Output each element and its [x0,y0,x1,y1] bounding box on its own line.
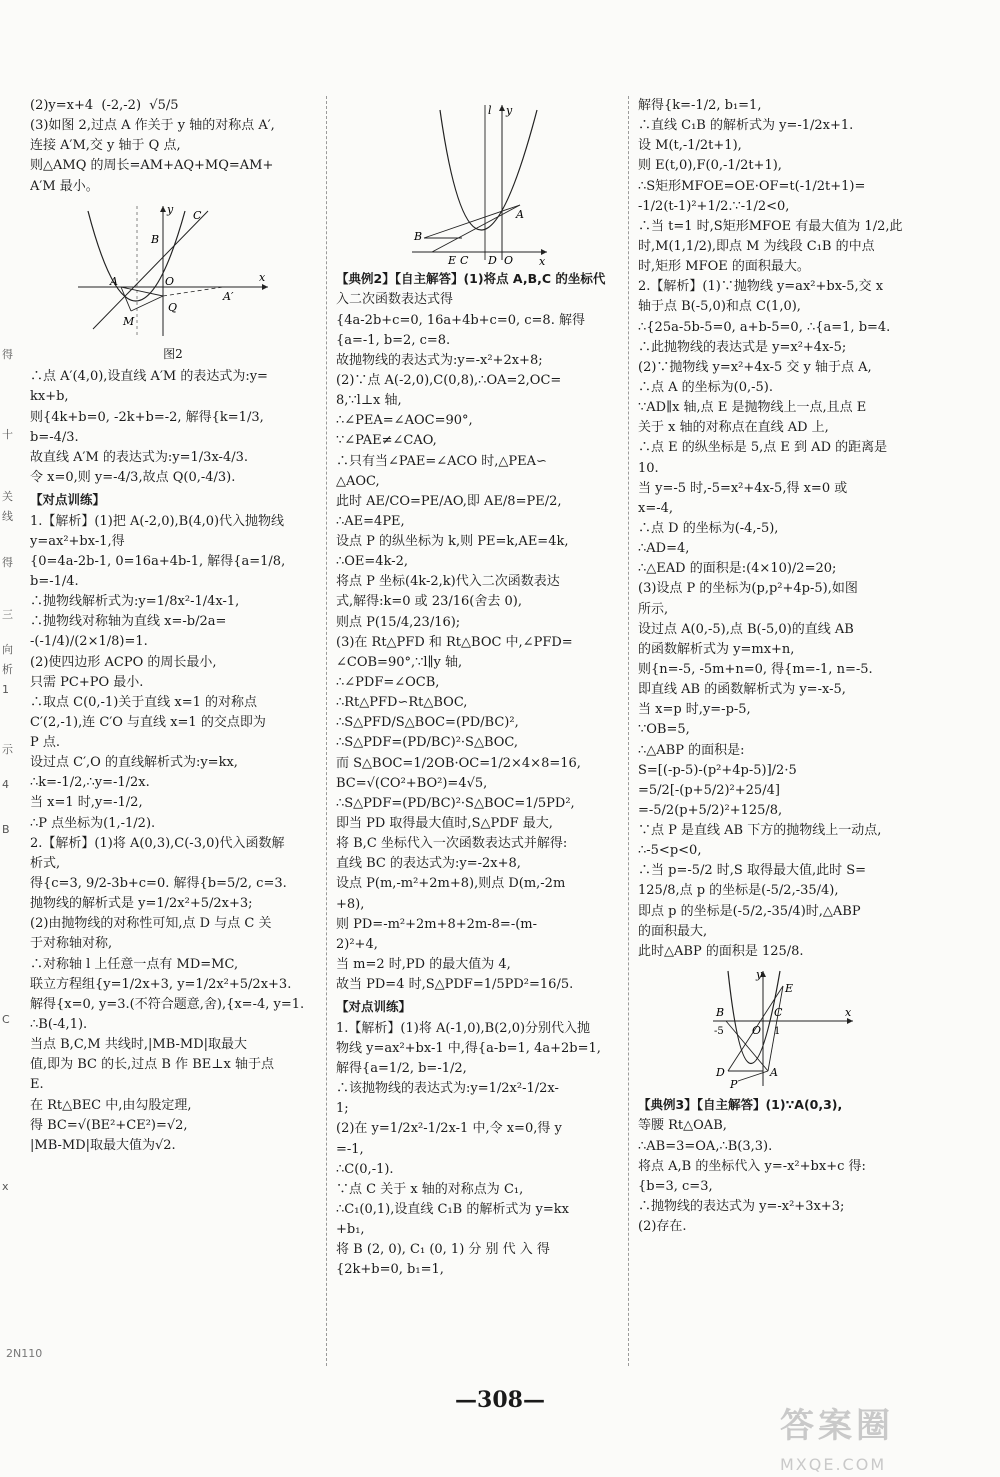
text-line: ∴B(-4,1). [30,1017,88,1033]
text-line: ∴P 点坐标为(1,-1/2). [30,815,156,831]
point-label-c: C [774,1006,783,1020]
text-line: =-5/2(p+5/2)²+125/8, [638,802,783,818]
text-line: 在 Rt△BEC 中,由勾股定理, [30,1097,192,1113]
axis-label-y: y [756,968,763,982]
text-line: ∴点 A′(4,0),设直线 A′M 的表达式为:y= [30,369,268,385]
point-label-o: O [752,1024,762,1038]
section-heading: 【对点训练】 [336,999,412,1015]
margin-mark: 得 [2,348,13,361]
text-line: (3)在 Rt△PFD 和 Rt△BOC 中,∠PFD= [336,634,573,650]
text-line: 抛物线的解析式是 y=1/2x²+5/2x+3; [30,896,253,912]
text-line: ∵点 C 关于 x 轴的对称点为 C₁, [336,1181,524,1197]
column-3 [638,96,928,1361]
text-line: ∴直线 C₁B 的解析式为 y=-1/2x+1. [638,118,854,134]
text-line: (2)y=x+4 (-2,-2) √5/5 [30,98,179,113]
text-line: ∵点 P 是直线 AB 下方的抛物线上一动点, [638,823,882,839]
text-line: 当 x=1 时,y=-1/2, [30,795,143,811]
text-line: 设过点 C′,O 的直线解析式为:y=kx, [30,755,238,771]
tick-label-1: 1 [774,1026,781,1038]
axis-label-y: y [167,202,174,216]
text-line: 则{n=-5, -5m+n=0, 得{m=-1, n=-5. [638,661,873,677]
margin-mark: 关 [2,490,13,503]
section-heading: 【典例2】【自主解答】(1)将点 A,B,C 的坐标代 [336,271,606,286]
text-line: 1.【解析】(1)将 A(-1,0),B(2,0)分别代入抛 [336,1020,591,1036]
column-1 [30,96,316,1361]
text-line: 式,解得:k=0 或 23/16(舍去 0), [336,594,522,610]
text-line: {b=3, c=3, [638,1178,713,1194]
text-line: ∴该抛物线的表达式为:y=1/2x²-1/2x- [336,1081,559,1097]
text-line: ∴点 E 的纵坐标是 5,点 E 到 AD 的距离是 [638,440,888,456]
text-line: 连接 A′M,交 y 轴于 Q 点, [30,138,181,154]
text-line: ∴抛物线的表达式为 y=-x²+3x+3; [638,1198,845,1214]
text-line: 析式, [30,855,61,871]
text-line: 而 S△BOC=1/2OB·OC=1/2×4×8=16, [336,755,581,771]
text-line: 解得{k=-1/2, b₁=1, [638,98,762,113]
text-line: ∴当 t=1 时,S矩形MFOE 有最大值为 1/2,此 [638,218,903,234]
text-line: +b₁, [336,1222,365,1238]
text-line: ∴△ABP 的面积是: [638,742,745,758]
text-line: ∴取点 C(0,-1)关于直线 x=1 的对称点 [30,694,258,710]
text-line: ∴AD=4, [638,541,690,557]
text-line: ∴k=-1/2,∴y=-1/2x. [30,775,150,791]
text-line: 时,矩形 MFOE 的面积最大。 [638,259,810,275]
text-line: 所示, [638,601,669,617]
text-line: ∵∠PAE≠∠CAO, [336,433,437,449]
point-label-a: A [770,1066,778,1080]
text-line: 2.【解析】(1)将 A(0,3),C(-3,0)代入函数解 [30,835,285,851]
text-line: ∴∠PDF=∠OCB, [336,675,440,691]
column-divider [628,96,629,1366]
text-line: 时,M(1,1/2),即点 M 为线段 C₁B 的中点 [638,238,875,254]
watermark-url: MXQE.COM [780,1454,887,1474]
text-line: ∴-5<p<0, [638,843,702,859]
text-line: ∴OE=4k-2, [336,554,409,570]
text-line: ∴S△PDF=(PD/BC)²·S△BOC=1/5PD², [336,795,575,811]
text-line: ∴对称轴 l 上任意一点有 MD=MC, [30,956,239,972]
margin-mark: 线 [2,510,13,523]
point-label-d: D [488,254,497,265]
margin-mark: 三 [2,608,13,621]
point-label-c: C [460,254,469,265]
text-line: 此时△ABP 的面积是 125/8. [638,943,804,959]
axis-label-x: x [259,270,266,284]
text-line: 得 BC=√(BE²+CE²)=√2, [30,1117,188,1133]
text-line: 将 B,C 坐标代入一次函数表达式并解得: [336,836,568,852]
text-line: 故当 PD=4 时,S△PDF=1/5PD²=16/5. [336,977,574,993]
text-line: |MB-MD|取最大值为√2. [30,1137,176,1153]
text-line: 联立方程组{y=1/2x+3, y=1/2x²+5/2x+3. [30,976,292,992]
text-line: 解得{x=0, y=3.(不符合题意,舍),{x=-4, y=1. [30,996,305,1012]
figure-caption: 图2 [163,346,183,361]
text-line: ∴Rt△PFD∽Rt△BOC, [336,695,468,711]
point-label-q: Q [168,300,178,314]
point-label-c: C [193,208,202,222]
point-label-a: A [516,208,524,221]
text-line: 设 M(t,-1/2t+1), [638,138,742,154]
text-line: (2)存在. [638,1219,687,1235]
text-line: (2)在 y=1/2x²-1/2x-1 中,令 x=0,得 y [336,1121,562,1137]
margin-mark: 十 [2,428,13,441]
text-line: ∴C₁(0,1),设直线 C₁B 的解析式为 y=kx [336,1201,569,1217]
text-line: ∴∠PEA=∠AOC=90°, [336,413,473,429]
text-line: 故直线 A′M 的表达式为:y=1/3x-4/3. [30,449,249,465]
text-line: 8,∵l⊥x 轴, [336,393,402,409]
text-line: ∴C(0,-1). [336,1161,394,1177]
margin-mark: 4 [2,778,9,791]
margin-mark: 析 [2,663,13,676]
tick-label-minus-5: -5 [714,1026,724,1038]
margin-mark: B [2,823,10,836]
text-line: 入二次函数表达式得 [336,292,454,308]
text-line: 将点 P 坐标(4k-2,k)代入二次函数表达 [336,574,560,590]
text-line: C′(2,-1),连 C′O 与直线 x=1 的交点即为 [30,714,266,730]
margin-mark: 示 [2,743,13,756]
figure-parabola-2 [402,100,552,265]
text-line: 解得{a=1/2, b=-1/2, [336,1060,467,1076]
footer-code: 2N110 [6,1347,43,1360]
text-line: y=ax²+bx-1,得 [30,533,125,549]
text-line: 即点 p 的坐标是(-5/2,-35/4)时,△ABP [638,903,861,919]
text-line: 则 PD=-m²+2m+8+2m-8=-(m- [336,916,538,932]
axis-label-x: x [539,255,546,265]
text-line: 2.【解析】(1)∵抛物线 y=ax²+bx-5,交 x [638,279,884,295]
text-line: 值,即为 BC 的长,过点 B 作 BE⊥x 轴于点 [30,1057,274,1073]
point-label-o: O [504,254,514,265]
section-heading: 【对点训练】 [30,492,106,508]
text-line: (2)∵抛物线 y=x²+4x-5 交 y 轴于点 A, [638,359,872,375]
text-line: -1/2(t-1)²+1/2.∵-1/2<0, [638,198,790,214]
text-line: 10. [638,460,659,476]
text-line: ∴抛物线解析式为:y=1/8x²-1/4x-1, [30,594,240,610]
text-line: BC=√(CO²+BO²)=4√5, [336,775,488,791]
point-label-m: M [123,314,135,328]
text-line: ∴△EAD 的面积是:(4×10)/2=20; [638,561,837,577]
text-line: 得{c=3, 9/2-3b+c=0. 解得{b=5/2, c=3. [30,876,287,892]
margin-mark: x [2,1180,9,1193]
text-line: S=[(-p-5)-(p²+4p-5)]/2·5 [638,762,797,778]
margin-mark: 向 [2,643,13,656]
text-line: ∴S矩形MFOE=OE·OF=t(-1/2t+1)= [638,178,866,194]
figure-2-parabola [73,201,273,341]
text-line: {2k+b=0, b₁=1, [336,1262,444,1278]
text-line: (2)由抛物线的对称性可知,点 D 与点 C 关 [30,916,272,932]
text-line: 轴于点 B(-5,0)和点 C(1,0), [638,299,801,315]
text-line: kx+b, [30,389,69,405]
text-line: (3)设点 P 的坐标为(p,p²+4p-5),如图 [638,581,858,597]
text-line: 当点 B,C,M 共线时,|MB-MD|取最大 [30,1037,248,1053]
text-line: 此时 AE/CO=PE/AO,即 AE/8=PE/2, [336,493,562,509]
text-line: 故抛物线的表达式为:y=-x²+2x+8; [336,352,543,368]
text-line: 等腰 Rt△OAB, [638,1118,727,1134]
point-label-b: B [414,230,423,243]
text-line: 将 B (2, 0), C₁ (0, 1) 分 别 代 入 得 [336,1242,550,1258]
text-line: =-1, [336,1141,364,1157]
text-line: 直线 BC 的表达式为:y=-2x+8, [336,856,521,872]
text-line: ∴AE=4PE, [336,513,405,529]
text-line: 即当 PD 取得最大值时,S△PDF 最大, [336,816,553,832]
column-2 [336,96,618,1361]
figure-parabola-3 [708,966,858,1091]
page-number: —308— [455,1387,545,1413]
point-label-d: D [716,1066,725,1080]
text-line: 2)²+4, [336,936,378,952]
text-line: 1.【解析】(1)把 A(-2,0),B(4,0)代入抛物线 [30,513,285,529]
text-line: =5/2[-(p+5/2)²+25/4] [638,782,780,798]
point-label-p: P [730,1078,738,1092]
text-line: (2)∵点 A(-2,0),C(0,8),∴OA=2,OC= [336,372,562,388]
text-line: 则 E(t,0),F(0,-1/2t+1), [638,158,782,174]
text-line: ∵OB=5, [638,722,690,738]
text-line: ∵AD∥x 轴,点 E 是抛物线上一点,且点 E [638,400,867,416]
point-label-o: O [165,274,175,288]
text-line: 将点 A,B 的坐标代入 y=-x²+bx+c 得: [638,1158,866,1174]
point-label-a-prime: A′ [223,289,234,303]
text-line: A′M 最小。 [30,178,99,194]
text-line: x=-4, [638,500,674,516]
text-line: 则△AMQ 的周长=AM+AQ+MQ=AM+ [30,158,274,174]
text-line: +8), [336,896,365,912]
text-line: ∴点 A 的坐标为(0,-5). [638,379,773,395]
point-label-e: E [448,254,457,265]
text-line: 关于 x 轴的对称点在直线 AD 上, [638,420,829,436]
watermark-title: 答案圈 [780,1406,894,1446]
text-line: 设过点 A(0,-5),点 B(-5,0)的直线 AB [638,621,854,637]
margin-mark: C [2,1013,10,1026]
text-line: 令 x=0,则 y=-4/3,故点 Q(0,-4/3). [30,470,236,485]
section-heading: 【典例3】【自主解答】(1)∵A(0,3), [638,1097,843,1113]
text-line: ∴AB=3=OA,∴B(3,3). [638,1138,773,1154]
text-line: 只需 PC+PO 最小. [30,674,144,690]
text-line: ∴S△PFD/S△BOC=(PD/BC)², [336,715,519,731]
text-line: 的面积最大, [638,923,708,939]
text-line: ∴当 p=-5/2 时,S 取得最大值,此时 S= [638,863,867,879]
text-line: 物线 y=ax²+bx-1 中,得{a-b=1, 4a+2b=1, [336,1040,601,1056]
text-line: 设点 P(m,-m²+2m+8),则点 D(m,-2m [336,876,566,892]
text-line: 当 m=2 时,PD 的最大值为 4, [336,957,511,973]
axis-label-x: x [845,1006,852,1020]
text-line: 设点 P 的纵坐标为 k,则 PE=k,AE=4k, [336,534,569,550]
text-line: -(-1/4)/(2×1/8)=1. [30,634,148,650]
point-label-b: B [716,1006,725,1020]
text-line: △AOC, [336,473,380,489]
text-line: (2)使四边形 ACPO 的周长最小, [30,654,217,670]
text-line: 的函数解析式为 y=mx+n, [638,641,795,657]
text-line: 于对称轴对称, [30,936,113,952]
text-line: ∴只有当∠PAE=∠ACO 时,△PEA∽ [336,453,547,469]
watermark-logo [780,1400,990,1474]
text-line: (3)如图 2,过点 A 作关于 y 轴的对称点 A′, [30,118,275,134]
text-line: 则点 P(15/4,23/16); [336,614,461,630]
text-line: ∴抛物线对称轴为直线 x=-b/2a= [30,614,227,630]
text-line: {4a-2b+c=0, 16a+4b+c=0, c=8. 解得{a=-1, b=2, c=8. [336,312,585,348]
text-line: 当 y=-5 时,-5=x²+4x-5,得 x=0 或 [638,480,848,496]
axis-label-y: y [506,104,513,117]
text-line: 即直线 AB 的函数解析式为 y=-x-5, [638,682,846,698]
point-label-a: A [110,274,118,288]
point-label-b: B [151,232,160,246]
margin-mark: 得 [2,556,13,569]
column-divider [326,96,327,1366]
axis-label-l: l [488,104,492,117]
text-line: 当 x=p 时,y=-p-5, [638,702,751,718]
text-line: P 点. [30,735,61,751]
text-line: E. [30,1077,44,1093]
text-line: ∴S△PDF=(PD/BC)²·S△BOC, [336,735,519,751]
left-margin-marks [0,96,20,1356]
text-line: ∴点 D 的坐标为(-4,-5), [638,520,779,536]
point-label-e: E [785,982,794,996]
text-line: {0=4a-2b-1, 0=16a+4b-1, 解得{a=1/8, b=-1/4. [30,553,290,589]
margin-mark: 1 [2,683,9,696]
text-line: ∠COB=90°,∵l∥y 轴, [336,654,463,670]
text-line: ∴此抛物线的表达式是 y=x²+4x-5; [638,339,847,355]
text-line: 则{4k+b=0, -2k+b=-2, 解得{k=1/3, b=-4/3. [30,409,268,445]
text-line: 1; [336,1101,349,1117]
text-line: 125/8,点 p 的坐标是(-5/2,-35/4), [638,883,839,899]
text-line: ∴{25a-5b-5=0, a+b-5=0, ∴{a=1, b=4. [638,319,891,335]
